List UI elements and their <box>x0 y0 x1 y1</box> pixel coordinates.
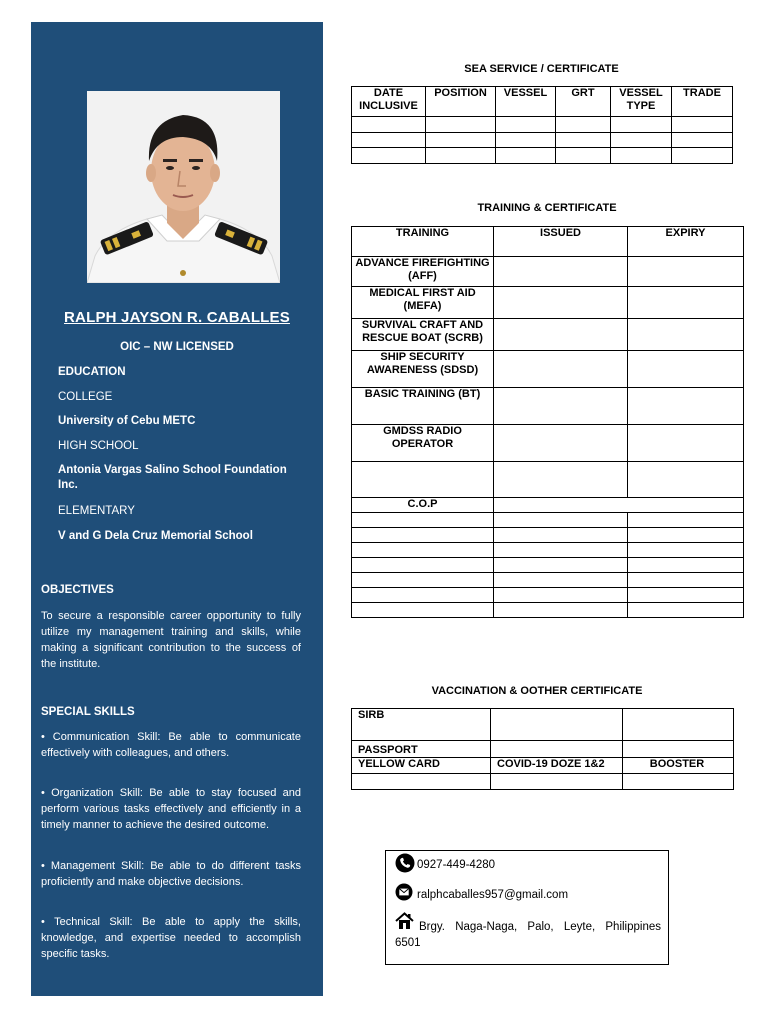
col-position: POSITION <box>426 87 496 117</box>
sea-service-table <box>351 86 733 164</box>
skill-communication: • Communication Skill: Be able to communicate effectively with colleagues, and others. <box>41 731 301 759</box>
training-header-row <box>352 227 744 257</box>
contact-box <box>385 850 669 965</box>
sidebar <box>31 22 323 996</box>
yellow-card-label: YELLOW CARD <box>352 758 491 774</box>
candidate-name: RALPH JAYSON R. CABALLES <box>64 309 290 326</box>
objectives-heading: OBJECTIVES <box>41 584 114 596</box>
table-row <box>352 257 744 287</box>
col-issued: ISSUED <box>494 227 628 257</box>
col-date-inclusive: DATE INCLUSIVE <box>352 87 426 117</box>
objectives-text: To secure a responsible career opportunity to fully utilize my management training and skills, while making a significant contribution to the success of the institute. <box>41 610 301 670</box>
vaccination-table <box>351 708 734 790</box>
col-trade: TRADE <box>672 87 733 117</box>
home-icon <box>395 912 414 930</box>
col-grt: GRT <box>556 87 611 117</box>
person-photo-illustration <box>87 91 280 283</box>
email-address: ralphcaballes957@gmail.com <box>417 889 569 901</box>
skill-management: • Management Skill: Be able to do different tasks proficiently and make objective decisions. <box>41 860 301 888</box>
training-sdsd: SHIP SECURITY AWARENESS (SDSD) <box>352 351 494 388</box>
contact-address <box>395 913 661 949</box>
table-row <box>352 573 744 588</box>
table-row <box>352 513 744 528</box>
training-aff: ADVANCE FIREFIGHTING (AFF) <box>352 257 494 287</box>
table-row <box>352 758 734 774</box>
elementary-name: V and G Dela Cruz Memorial School <box>58 530 253 542</box>
address-text: Brgy. Naga-Naga, Palo, Leyte, Philippines 6501 <box>395 921 661 949</box>
table-row <box>352 774 734 790</box>
skill-organization: • Organization Skill: Be able to stay focused and perform various tasks effectively and efficiently in a timely manner to achieve the desired outcome. <box>41 787 301 831</box>
table-row <box>352 741 734 758</box>
envelope-icon <box>395 883 413 901</box>
table-row <box>352 148 733 164</box>
table-row <box>352 709 734 741</box>
license-title: OIC – NW LICENSED <box>120 341 234 353</box>
training-scrb: SURVIVAL CRAFT AND RESCUE BOAT (SCRB) <box>352 319 494 351</box>
col-vessel-type: VESSEL TYPE <box>611 87 672 117</box>
phone-number: 0927-449-4280 <box>417 859 496 871</box>
table-row <box>352 133 733 148</box>
high-school-name: Antonia Vargas Salino School Foundation Inc. <box>58 464 287 491</box>
training-mefa: MEDICAL FIRST AID (MEFA) <box>352 287 494 319</box>
vaccination-title: VACCINATION & OOTHER CERTIFICATE <box>431 685 643 697</box>
elementary-label: ELEMENTARY <box>58 505 135 517</box>
table-row <box>352 603 744 618</box>
contact-email <box>395 883 568 901</box>
col-training: TRAINING <box>352 227 494 257</box>
training-table <box>351 226 744 618</box>
training-gmdss: GMDSS RADIO OPERATOR <box>352 425 494 462</box>
training-bt: BASIC TRAINING (BT) <box>352 388 494 425</box>
table-row <box>352 287 744 319</box>
table-row <box>352 462 744 498</box>
table-row <box>352 528 744 543</box>
table-row <box>352 543 744 558</box>
cop-row <box>352 498 744 513</box>
training-title: TRAINING & CERTIFICATE <box>477 202 617 214</box>
table-row <box>352 319 744 351</box>
table-row <box>352 351 744 388</box>
covid-label: COVID-19 DOZE 1&2 <box>491 758 623 774</box>
cop-label: C.O.P <box>352 498 494 513</box>
college-name: University of Cebu METC <box>58 415 196 427</box>
sirb-label: SIRB <box>352 709 491 741</box>
table-row <box>352 588 744 603</box>
passport-label: PASSPORT <box>352 741 491 758</box>
phone-icon <box>395 853 415 873</box>
table-row <box>352 558 744 573</box>
col-expiry: EXPIRY <box>628 227 744 257</box>
booster-label: BOOSTER <box>623 758 734 774</box>
sea-service-header-row <box>352 87 733 117</box>
col-vessel: VESSEL <box>496 87 556 117</box>
skills-heading: SPECIAL SKILLS <box>41 706 135 718</box>
contact-phone <box>395 853 495 873</box>
table-row <box>352 388 744 425</box>
table-row <box>352 425 744 462</box>
education-heading: EDUCATION <box>58 366 126 378</box>
table-row <box>352 117 733 133</box>
high-school-label: HIGH SCHOOL <box>58 440 139 452</box>
college-label: COLLEGE <box>58 391 113 403</box>
skill-technical: • Technical Skill: Be able to apply the skills, knowledge, and expertise needed to accomplish specific tasks. <box>41 916 301 960</box>
sea-service-title: SEA SERVICE / CERTIFICATE <box>464 63 619 75</box>
profile-photo <box>87 91 280 283</box>
